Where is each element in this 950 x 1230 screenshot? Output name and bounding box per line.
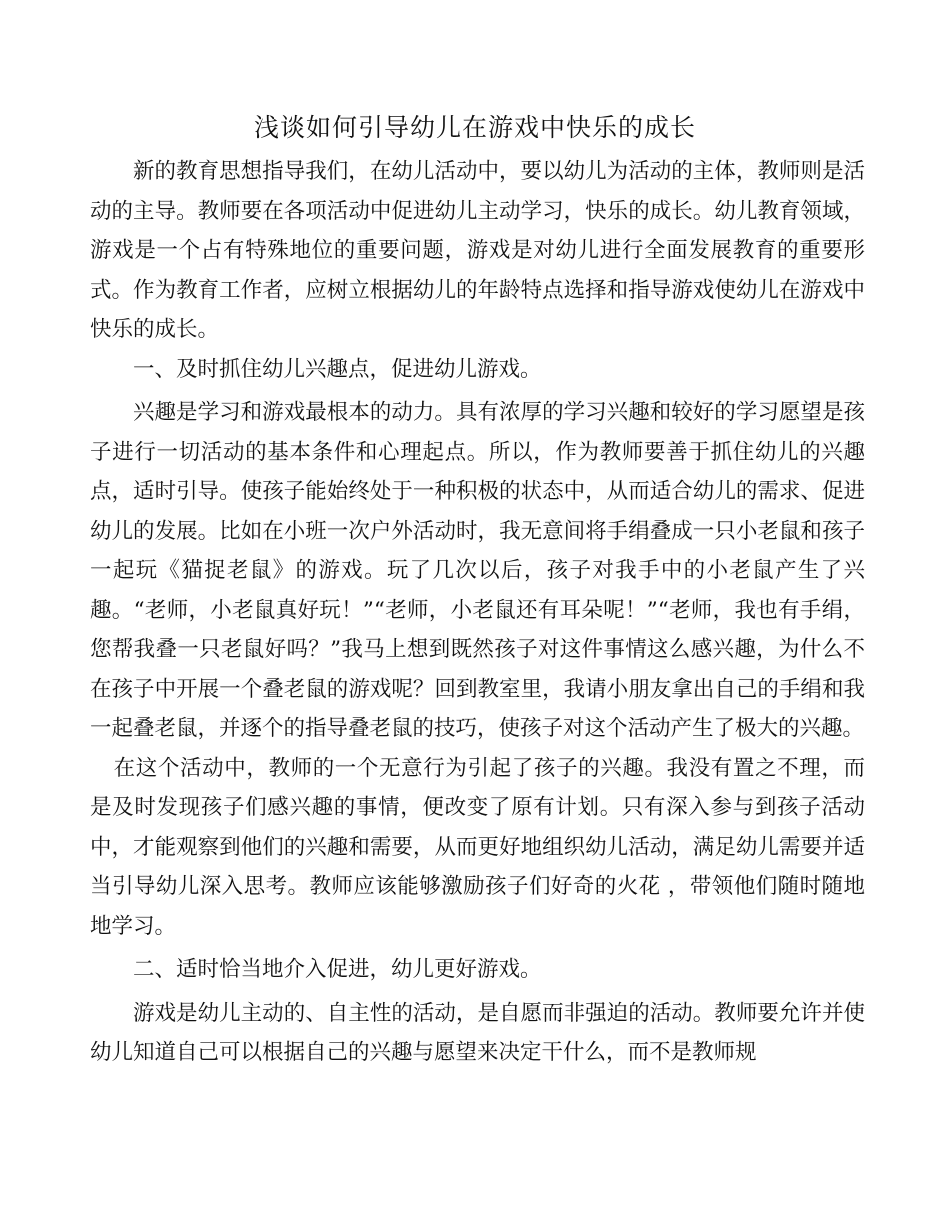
document-title: 浅谈如何引导幼儿在游戏中快乐的成长 <box>253 113 696 142</box>
paragraph-game: 游戏是幼儿主动的、自主性的活动，是自愿而非强迫的活动。教师要允许并使幼儿知道自己可以根据自己的兴趣与愿望来决定干什么，而不是教师规 <box>90 1000 865 1065</box>
document-body <box>90 152 865 1073</box>
section-heading-2: 二、适时恰当地介入促进，幼儿更好游戏。 <box>133 957 542 982</box>
section-heading-1: 一、及时抓住幼儿兴趣点，促进幼儿游戏。 <box>133 356 542 382</box>
paragraph-interest: 兴趣是学习和游戏最根本的动力。具有浓厚的学习兴趣和较好的学习愿望是孩子进行一切活动的基本条件和心理起点。所以，作为教师要善于抓住幼儿的兴趣点，适时引导。使孩子能始终处于一种积极的状态中，从而适合幼儿的需求、促进幼儿的发展。比如在小班一次户外活动时，我无意间将手绢叠成一只小老鼠和孩子一起玩《猫捉老鼠》的游戏。玩了几次以后，孩子对我手中的小老鼠产生了兴趣。“老师，小老鼠真好玩！”“老师，小老鼠还有耳朵呢！”“老师，我也有手绢，您帮我叠一只老鼠好吗？”我马上想到既然孩子对这件事情这么感兴趣，为什么不在孩子中开展一个叠老鼠的游戏呢？回到教室里，我请小朋友拿出自己的手绢和我一起叠老鼠，并逐个的指导叠老鼠的技巧，使孩子对这个活动产生了极大的兴趣。 <box>90 400 865 741</box>
paragraph-intro: 新的教育思想指导我们，在幼儿活动中，要以幼儿为活动的主体，教师则是活动的主导。教师要在各项活动中促进幼儿主动学习，快乐的成长。幼儿教育领域，游戏是一个占有特殊地位的重要问题，游戏是对幼儿进行全面发展教育的重要形式。作为教育工作者，应树立根据幼儿的年龄特点选择和指导游戏使幼儿在游戏中快乐的成长。 <box>90 159 865 342</box>
paragraph-reflection: 在这个活动中，教师的一个无意行为引起了孩子的兴趣。我没有置之不理，而是及时发现孩子们感兴趣的事情，便改变了原有计划。只有深入参与到孩子活动中，才能观察到他们的兴趣和需要，从而更好地组织幼儿活动，满足幼儿需要并适当引导幼儿深入思考。教师应该能够激励孩子们好奇的火花 ，带领他们随时随地地学习。 <box>90 755 865 939</box>
